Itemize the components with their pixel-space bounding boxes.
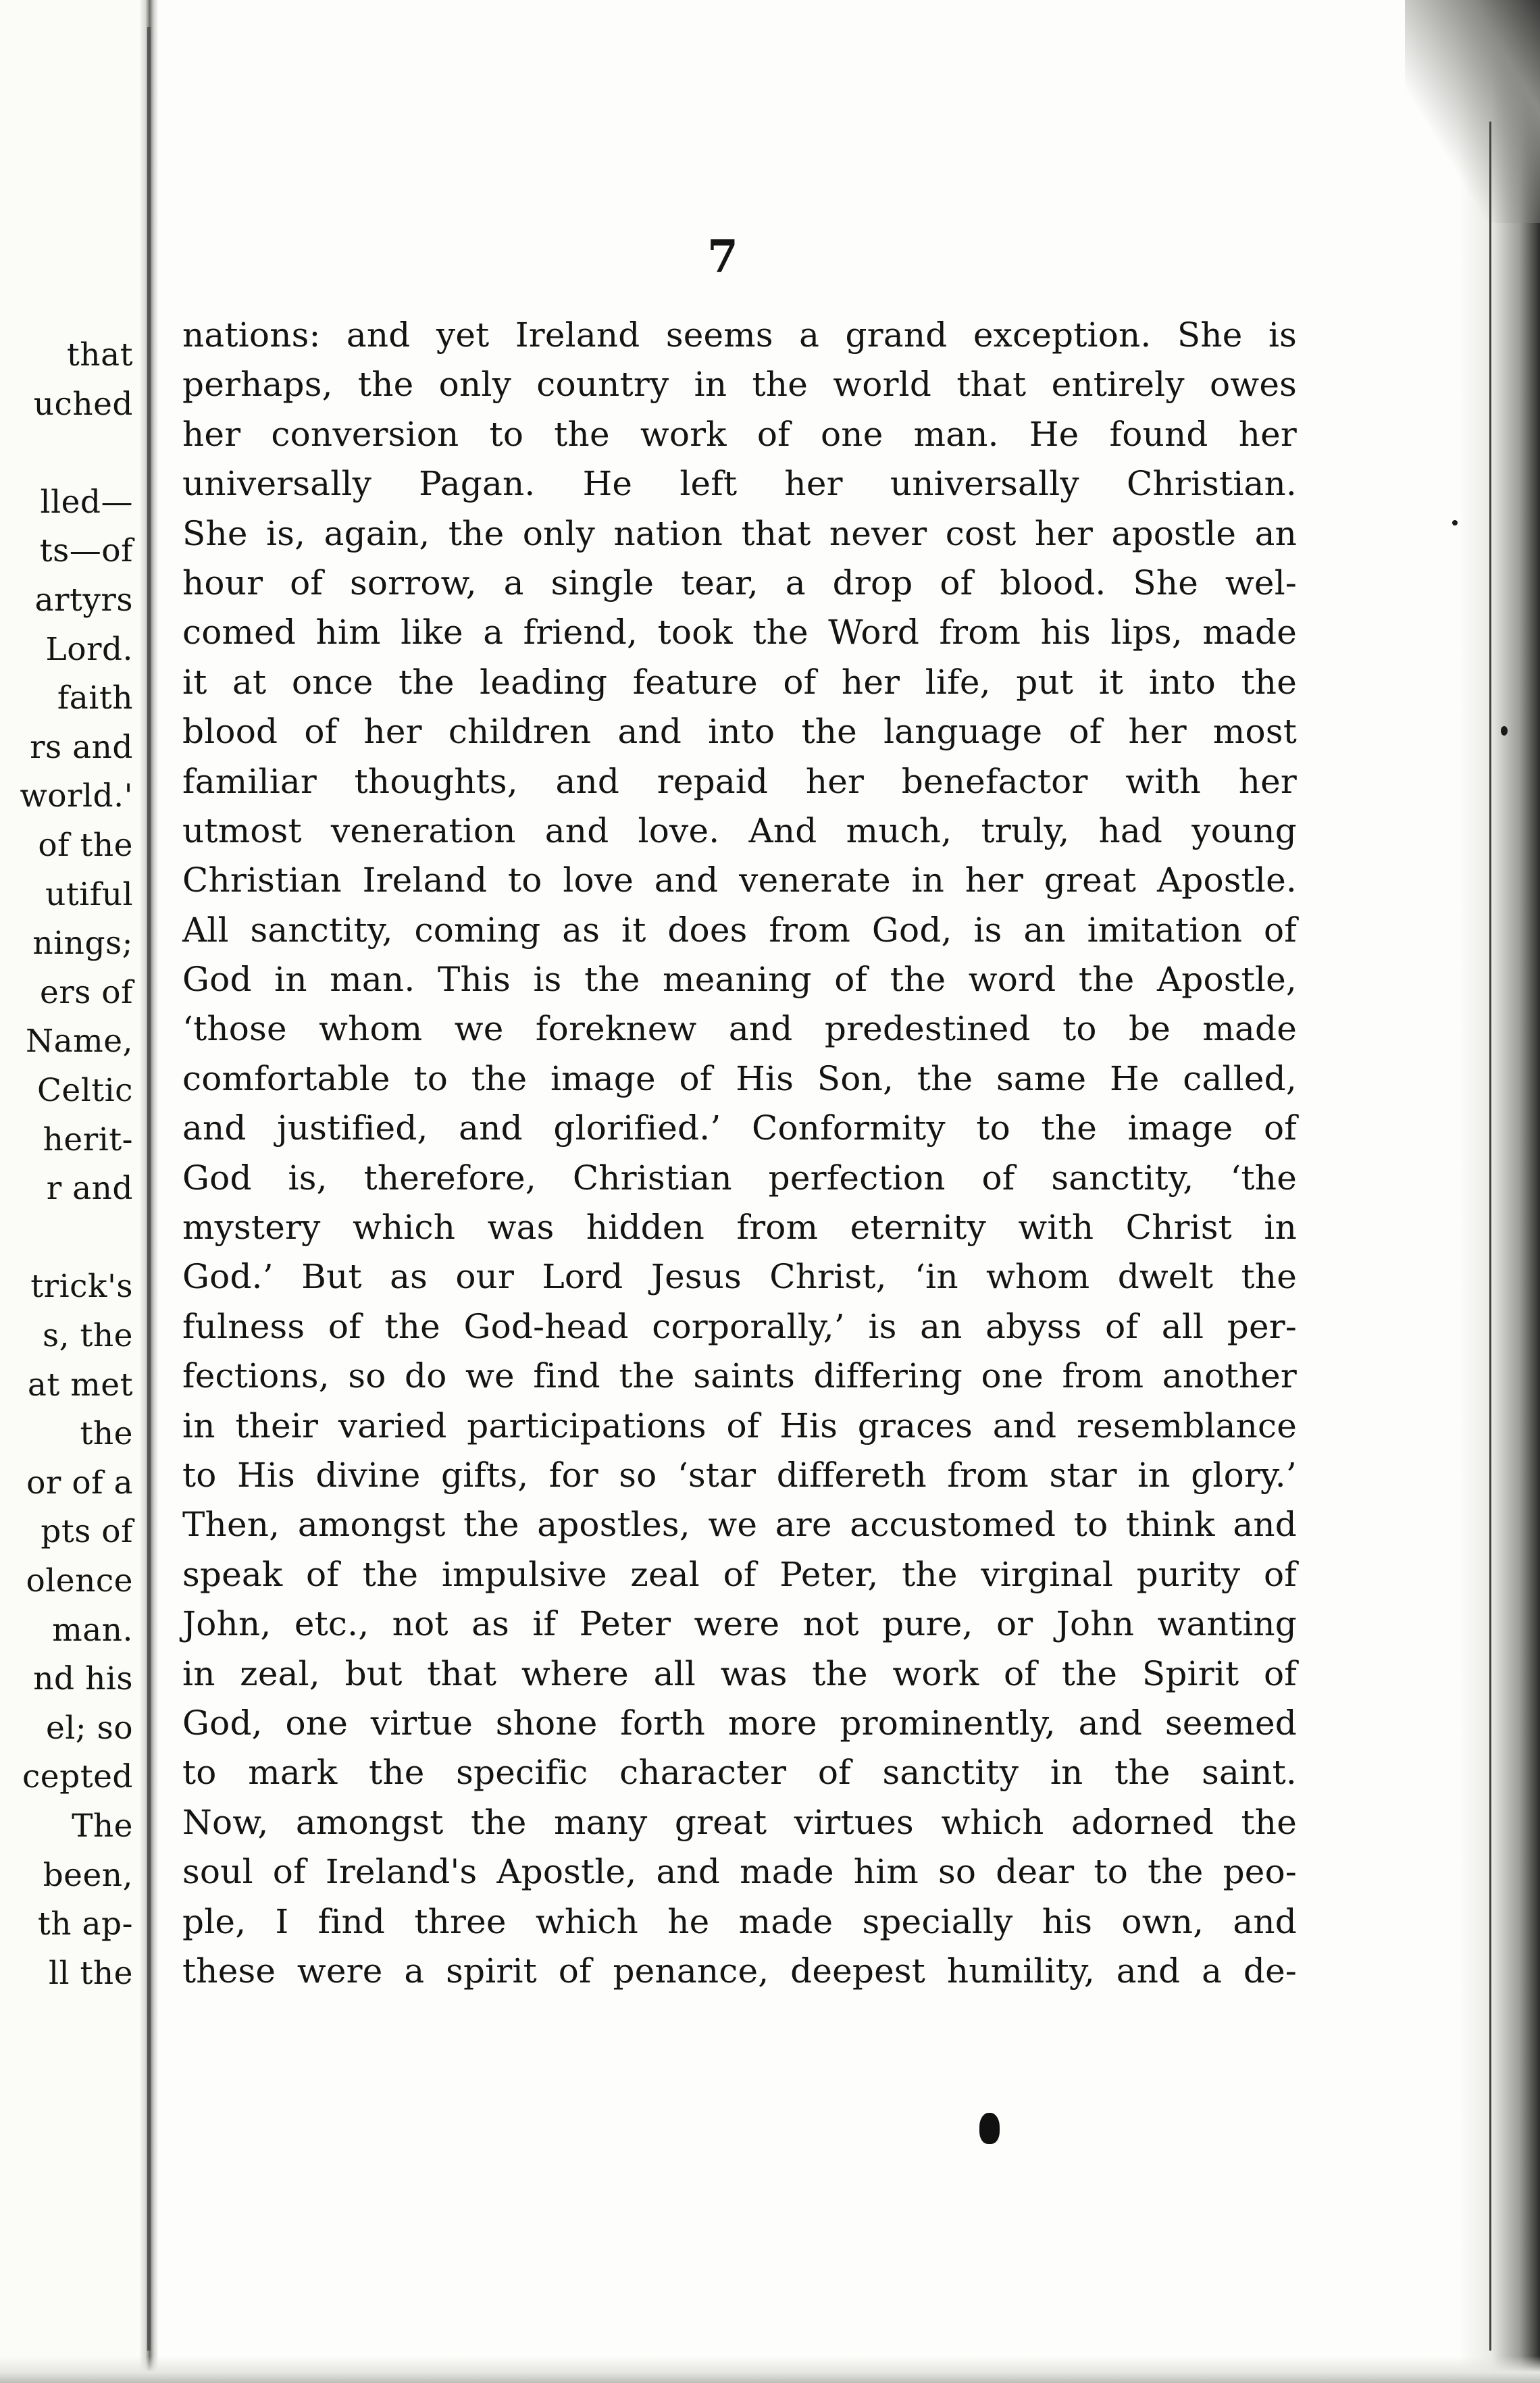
text-line: God is, therefore, Christian perfection of sanctity, ‘the	[182, 1158, 1297, 1198]
text-line: hour of sorrow, a single tear, a drop of blood. She wel-	[182, 563, 1297, 603]
text-line: blood of her children and into the language of her most	[182, 712, 1297, 752]
left-page-fragment: utiful	[45, 875, 133, 913]
left-page-fragment: lled—	[40, 483, 133, 521]
text-line: and justified, and glorified.’ Conformity to the image of	[182, 1108, 1297, 1148]
left-page-fragment: s, the	[43, 1317, 133, 1354]
text-line: She is, again, the only nation that never cost her apostle an	[182, 513, 1297, 553]
text-line: utmost veneration and love. And much, truly, had young	[182, 811, 1297, 850]
text-line: God in man. This is the meaning of the word the Apostle,	[182, 960, 1297, 1000]
body-text	[182, 311, 1297, 1996]
bottom-page-edge	[0, 2356, 1540, 2383]
left-page-fragment: r and	[46, 1170, 133, 1208]
ink-speck	[1452, 520, 1458, 526]
text-line: fections, so do we find the saints differing one from another	[182, 1356, 1297, 1396]
left-page-fragment: ll the	[49, 1954, 133, 1992]
text-line: All sanctity, coming as it does from God, is an imitation of	[182, 910, 1297, 950]
left-page-fragment: artyrs	[34, 582, 133, 619]
text-line: these were a spirit of penance, deepest humility, and a de-	[182, 1951, 1297, 1991]
page-corner-shadow	[1405, 0, 1540, 223]
left-page-fragment: nings;	[32, 925, 133, 963]
text-line: ple, I find three which he made specially his own, and	[182, 1901, 1297, 1941]
left-page-fragment: rs and	[30, 728, 133, 766]
text-line: ‘those whom we foreknew and predestined to be made	[182, 1009, 1297, 1049]
left-page-fragment: herit-	[43, 1121, 133, 1158]
text-line: God, one virtue shone forth more prominently, and seemed	[182, 1703, 1297, 1743]
text-line: perhaps, the only country in the world that entirely owes	[182, 365, 1297, 405]
left-page-fragment: pts of	[41, 1513, 133, 1551]
text-line: to mark the specific character of sanctity in the saint.	[182, 1753, 1297, 1793]
text-line: to His divine gifts, for so ‘star differeth from star in glory.’	[182, 1455, 1297, 1495]
right-page-edge	[1459, 0, 1540, 2383]
left-page-fragment: Name,	[26, 1023, 133, 1060]
left-page-fragment: The	[72, 1808, 133, 1845]
gutter-shadow-line	[147, 27, 151, 2351]
left-page-fragment: or of a	[26, 1464, 133, 1502]
left-page-fragment: uched	[33, 385, 133, 423]
ink-blot	[979, 2113, 1000, 2144]
text-line: nations: and yet Ireland seems a grand exception. She is	[182, 315, 1297, 355]
left-page-fragment: faith	[57, 680, 133, 717]
left-page-fragment: trick's	[30, 1268, 133, 1306]
left-page-fragment: cepted	[22, 1758, 133, 1796]
left-page-strip	[0, 0, 145, 2383]
text-line: John, etc., not as if Peter were not pure, or John wanting	[182, 1604, 1297, 1644]
left-page-fragment: man.	[52, 1611, 133, 1649]
left-page-fragment: world.'	[20, 777, 133, 815]
text-line: mystery which was hidden from eternity with Christ in	[182, 1208, 1297, 1248]
left-page-fragment: th ap-	[37, 1905, 133, 1943]
page-edge-line	[1489, 122, 1491, 2351]
text-line: soul of Ireland's Apostle, and made him so dear to the peo-	[182, 1852, 1297, 1892]
text-line: comed him like a friend, took the Word from his lips, made	[182, 613, 1297, 652]
text-line: it at once the leading feature of her life, put it into the	[182, 662, 1297, 702]
text-line: her conversion to the work of one man. He found her	[182, 414, 1297, 454]
text-line: fulness of the God-head corporally,’ is an abyss of all per-	[182, 1306, 1297, 1346]
left-page-fragment: Celtic	[36, 1072, 133, 1109]
text-line: in zeal, but that where all was the work of the Spirit of	[182, 1654, 1297, 1693]
left-page-fragment: been,	[43, 1856, 133, 1894]
left-page-fragment: that	[66, 336, 133, 374]
ink-speck	[1501, 726, 1508, 736]
text-line: comfortable to the image of His Son, the same He called,	[182, 1058, 1297, 1098]
text-line: Then, amongst the apostles, we are accustomed to think and	[182, 1505, 1297, 1545]
left-page-fragment: of the	[38, 827, 133, 864]
text-line: Now, amongst the many great virtues which adorned the	[182, 1802, 1297, 1842]
left-page-fragment: the	[80, 1415, 133, 1453]
text-line: speak of the impulsive zeal of Peter, the virginal purity of	[182, 1554, 1297, 1594]
text-line: universally Pagan. He left her universally Christian.	[182, 464, 1297, 504]
text-line: in their varied participations of His graces and resemblance	[182, 1406, 1297, 1445]
left-page-fragment: ers of	[39, 973, 133, 1011]
left-page-fragment: Lord.	[45, 630, 133, 668]
text-line: God.’ But as our Lord Jesus Christ, ‘in whom dwelt the	[182, 1257, 1297, 1297]
left-page-fragment: ts—of	[39, 532, 133, 570]
left-page-fragment: at met	[27, 1366, 133, 1404]
text-line: familiar thoughts, and repaid her benefactor with her	[182, 761, 1297, 801]
page-number: 7	[707, 230, 738, 283]
text-line: Christian Ireland to love and venerate in her great Apostle.	[182, 861, 1297, 900]
left-page-fragment: olence	[26, 1562, 133, 1599]
left-page-fragment: nd his	[33, 1660, 133, 1698]
left-page-fragment: el; so	[45, 1709, 133, 1747]
